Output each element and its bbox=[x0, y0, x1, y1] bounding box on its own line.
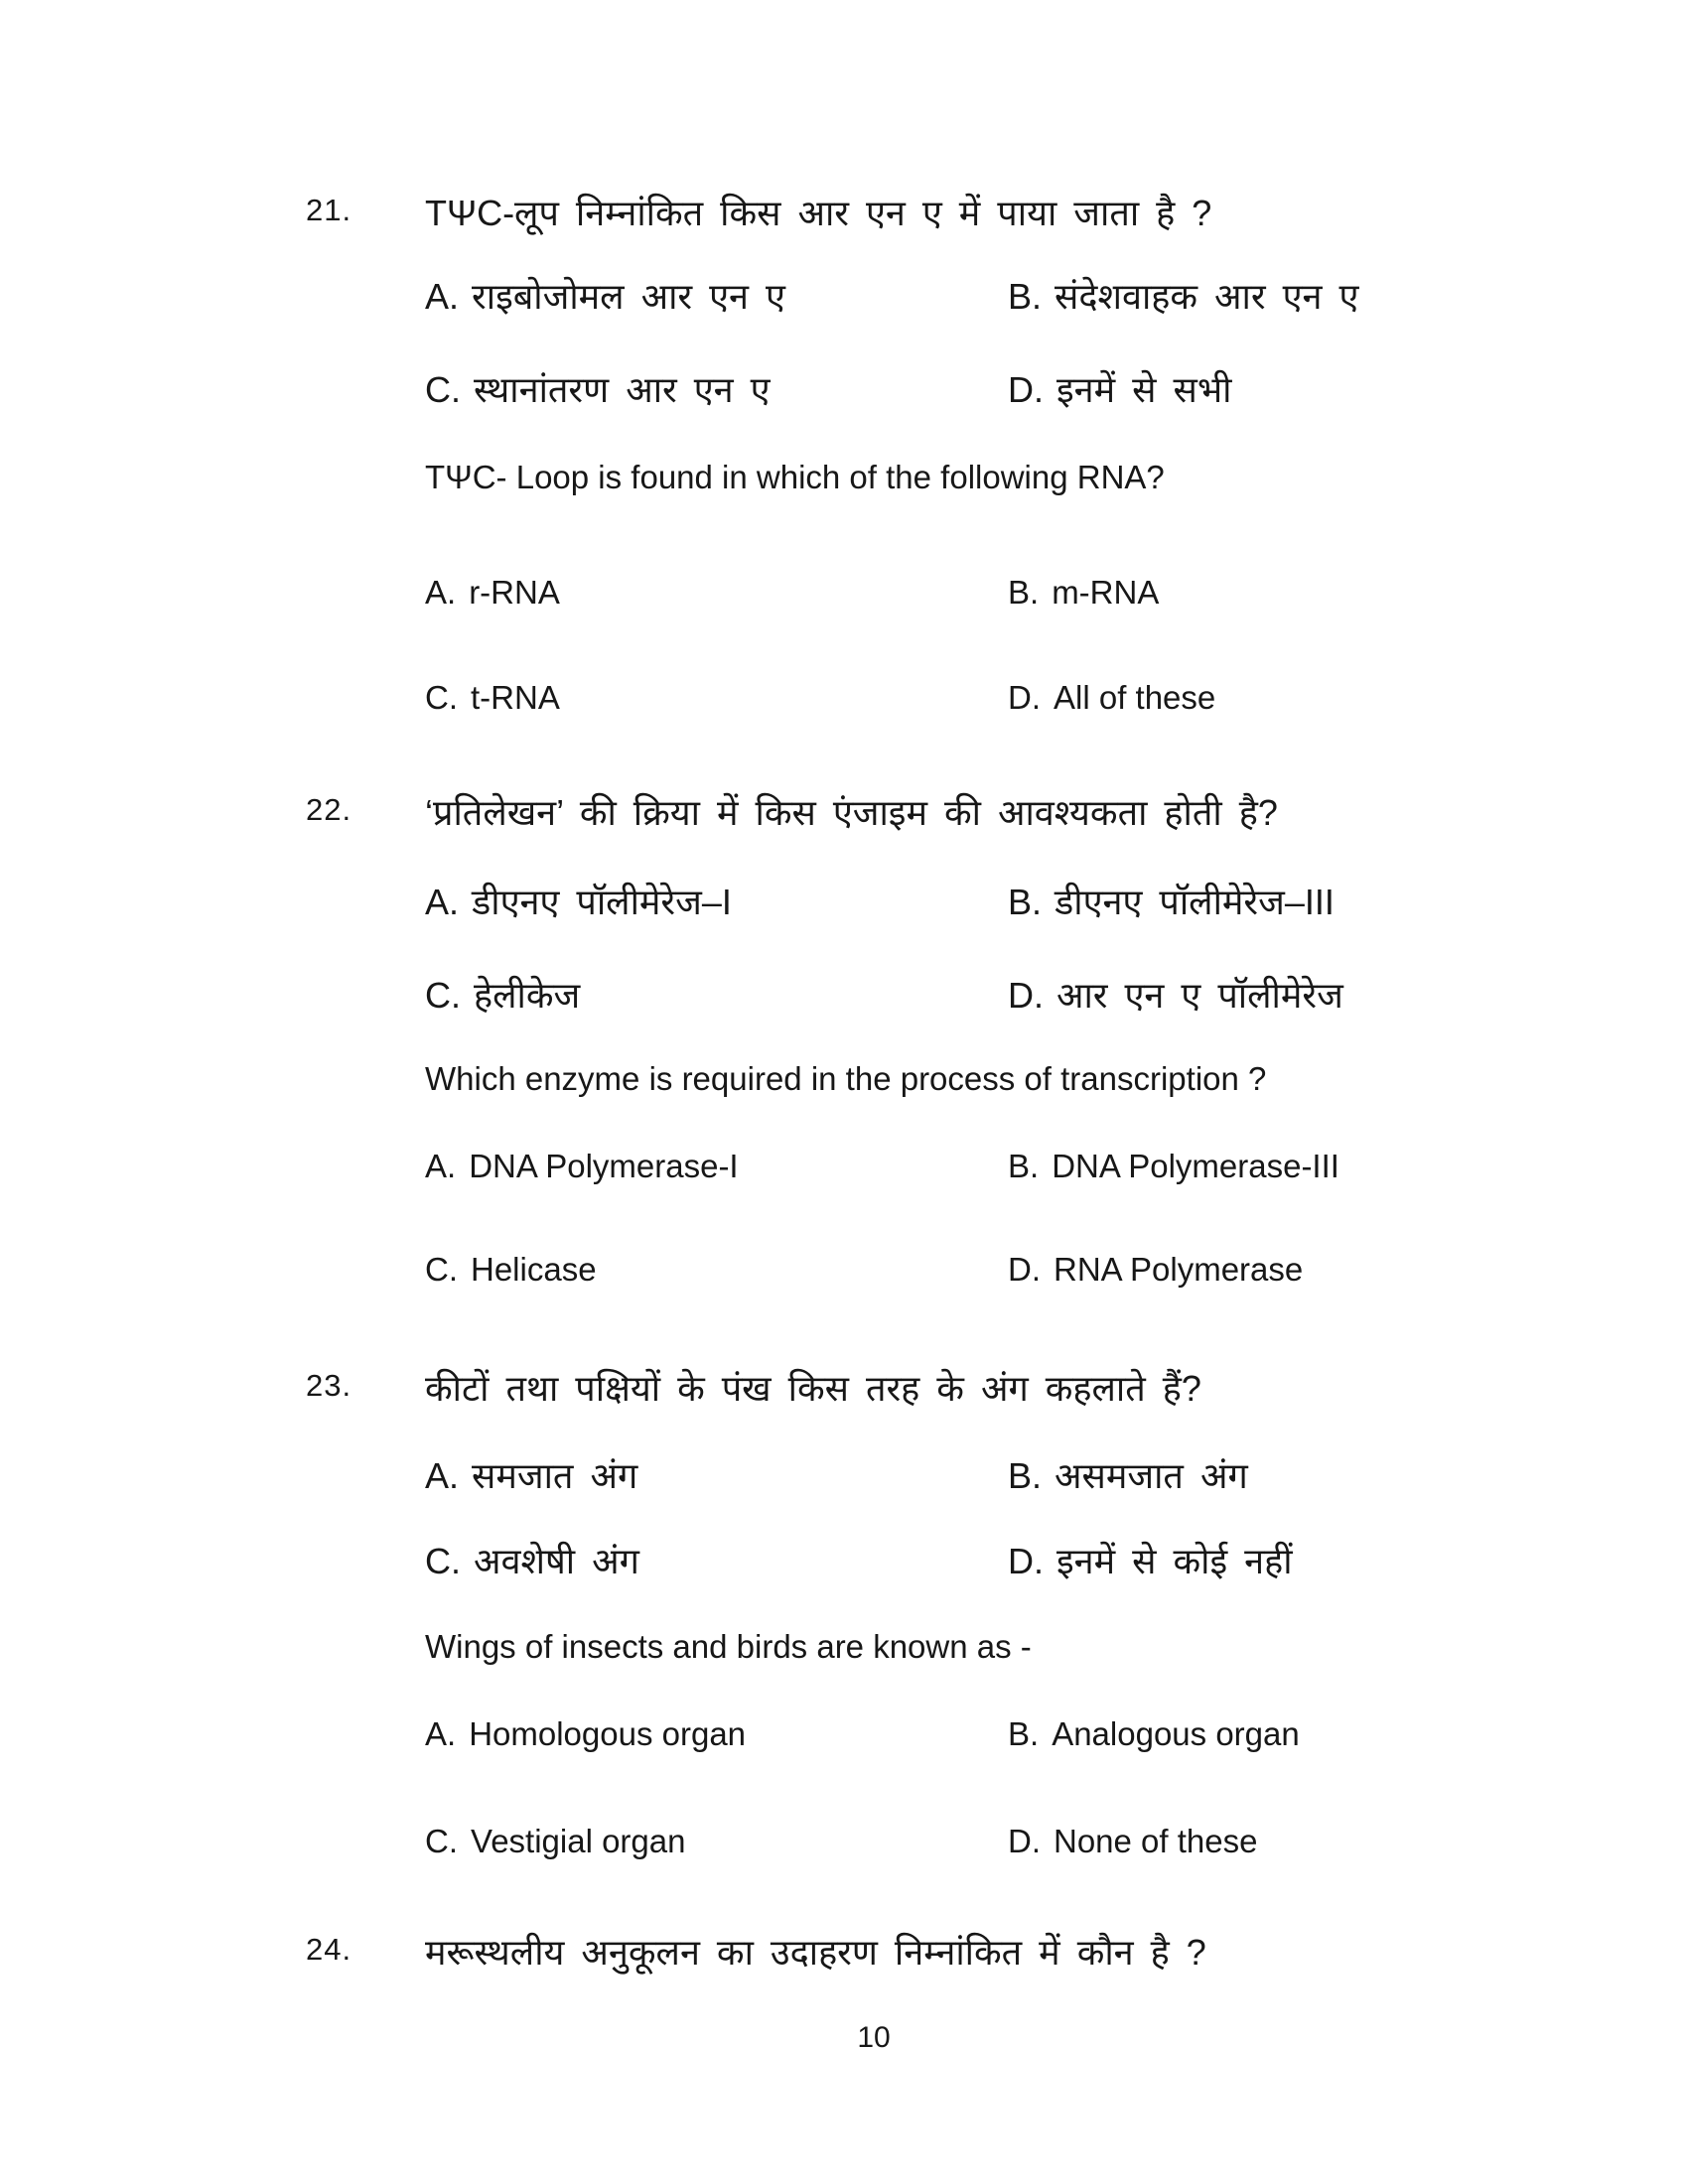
option-text: डीएनए पॉलीमेरेज–III bbox=[1055, 882, 1335, 922]
option-key: C. bbox=[425, 1823, 458, 1859]
option-b bbox=[1008, 1146, 1339, 1186]
option-key: A. bbox=[425, 882, 460, 922]
option-key: B. bbox=[1008, 1715, 1040, 1752]
option-key: A. bbox=[425, 1715, 457, 1752]
option-c bbox=[425, 1249, 597, 1290]
option-text: असमजात अंग bbox=[1055, 1455, 1248, 1496]
option-key: C. bbox=[425, 369, 461, 410]
question-number: 23. bbox=[306, 1368, 352, 1403]
option-text: t-RNA bbox=[471, 679, 560, 716]
option-key: C. bbox=[425, 679, 458, 716]
option-text: RNA Polymerase bbox=[1054, 1251, 1304, 1288]
option-key: A. bbox=[425, 276, 460, 317]
option-a bbox=[425, 274, 785, 319]
option-key: B. bbox=[1008, 882, 1043, 922]
option-text: समजात अंग bbox=[472, 1455, 638, 1496]
option-key: D. bbox=[1008, 975, 1044, 1016]
question-english-text: Which enzyme is required in the process of transcription ? bbox=[425, 1060, 1267, 1097]
option-b bbox=[1008, 274, 1358, 319]
question-hindi-text: TΨC-लूप निम्नांकित किस आर एन ए में पाया जाता है ? bbox=[425, 193, 1212, 233]
option-key: B. bbox=[1008, 1455, 1043, 1496]
option-a bbox=[425, 1146, 739, 1186]
question-hindi-text: कीटों तथा पक्षियों के पंख किस तरह के अंग कहलाते हैं? bbox=[425, 1368, 1201, 1409]
option-text: Analogous organ bbox=[1052, 1715, 1300, 1752]
option-a bbox=[425, 572, 560, 613]
option-text: राइबोजोमल आर एन ए bbox=[472, 276, 785, 317]
option-d bbox=[1008, 1821, 1257, 1861]
option-d bbox=[1008, 677, 1215, 718]
option-key: A. bbox=[425, 574, 457, 611]
page-number: 10 bbox=[857, 2021, 891, 2054]
option-b bbox=[1008, 1453, 1248, 1498]
option-key: C. bbox=[425, 1541, 461, 1581]
option-b bbox=[1008, 1713, 1300, 1754]
option-d bbox=[1008, 367, 1232, 412]
option-d bbox=[1008, 1249, 1303, 1290]
option-c bbox=[425, 973, 580, 1018]
option-text: इनमें से कोई नहीं bbox=[1056, 1541, 1293, 1581]
option-key: D. bbox=[1008, 1251, 1041, 1288]
question-hindi-text: ‘प्रतिलेखन’ की क्रिया में किस एंजाइम की आवश्यकता होती है? bbox=[425, 792, 1278, 833]
option-key: A. bbox=[425, 1455, 460, 1496]
option-d bbox=[1008, 973, 1343, 1018]
option-c bbox=[425, 677, 560, 718]
question-hindi-text: मरूस्थलीय अनुकूलन का उदाहरण निम्नांकित में कौन है ? bbox=[425, 1932, 1206, 1973]
option-key: A. bbox=[425, 1148, 457, 1184]
option-a bbox=[425, 880, 732, 924]
option-c bbox=[425, 367, 771, 412]
option-text: इनमें से सभी bbox=[1056, 369, 1232, 410]
option-key: D. bbox=[1008, 369, 1044, 410]
option-key: D. bbox=[1008, 679, 1041, 716]
question-english-text: Wings of insects and birds are known as - bbox=[425, 1628, 1032, 1665]
option-b bbox=[1008, 572, 1159, 613]
option-text: संदेशवाहक आर एन ए bbox=[1055, 276, 1359, 317]
option-text: DNA Polymerase-III bbox=[1052, 1148, 1339, 1184]
option-a bbox=[425, 1453, 637, 1498]
question-number: 24. bbox=[306, 1932, 352, 1967]
option-c bbox=[425, 1821, 685, 1861]
option-text: None of these bbox=[1054, 1823, 1258, 1859]
option-text: All of these bbox=[1054, 679, 1216, 716]
option-d bbox=[1008, 1539, 1293, 1583]
question-number: 22. bbox=[306, 792, 352, 827]
option-key: D. bbox=[1008, 1823, 1041, 1859]
option-key: B. bbox=[1008, 276, 1043, 317]
question-english-text: TΨC- Loop is found in which of the following RNA? bbox=[425, 459, 1165, 495]
option-text: Homologous organ bbox=[469, 1715, 747, 1752]
option-text: आर एन ए पॉलीमेरेज bbox=[1056, 975, 1343, 1016]
option-text: m-RNA bbox=[1052, 574, 1160, 611]
option-key: B. bbox=[1008, 1148, 1040, 1184]
question-number: 21. bbox=[306, 193, 352, 227]
option-text: हेलीकेज bbox=[474, 975, 581, 1016]
option-key: D. bbox=[1008, 1541, 1044, 1581]
option-text: r-RNA bbox=[469, 574, 560, 611]
option-text: Vestigial organ bbox=[471, 1823, 686, 1859]
option-key: C. bbox=[425, 975, 461, 1016]
option-c bbox=[425, 1539, 639, 1583]
option-key: C. bbox=[425, 1251, 458, 1288]
option-text: डीएनए पॉलीमेरेज–I bbox=[472, 882, 732, 922]
option-text: अवशेषी अंग bbox=[474, 1541, 639, 1581]
option-b bbox=[1008, 880, 1335, 924]
option-a bbox=[425, 1713, 746, 1754]
option-text: DNA Polymerase-I bbox=[469, 1148, 739, 1184]
option-text: Helicase bbox=[471, 1251, 597, 1288]
option-text: स्थानांतरण आर एन ए bbox=[474, 369, 771, 410]
option-key: B. bbox=[1008, 574, 1040, 611]
